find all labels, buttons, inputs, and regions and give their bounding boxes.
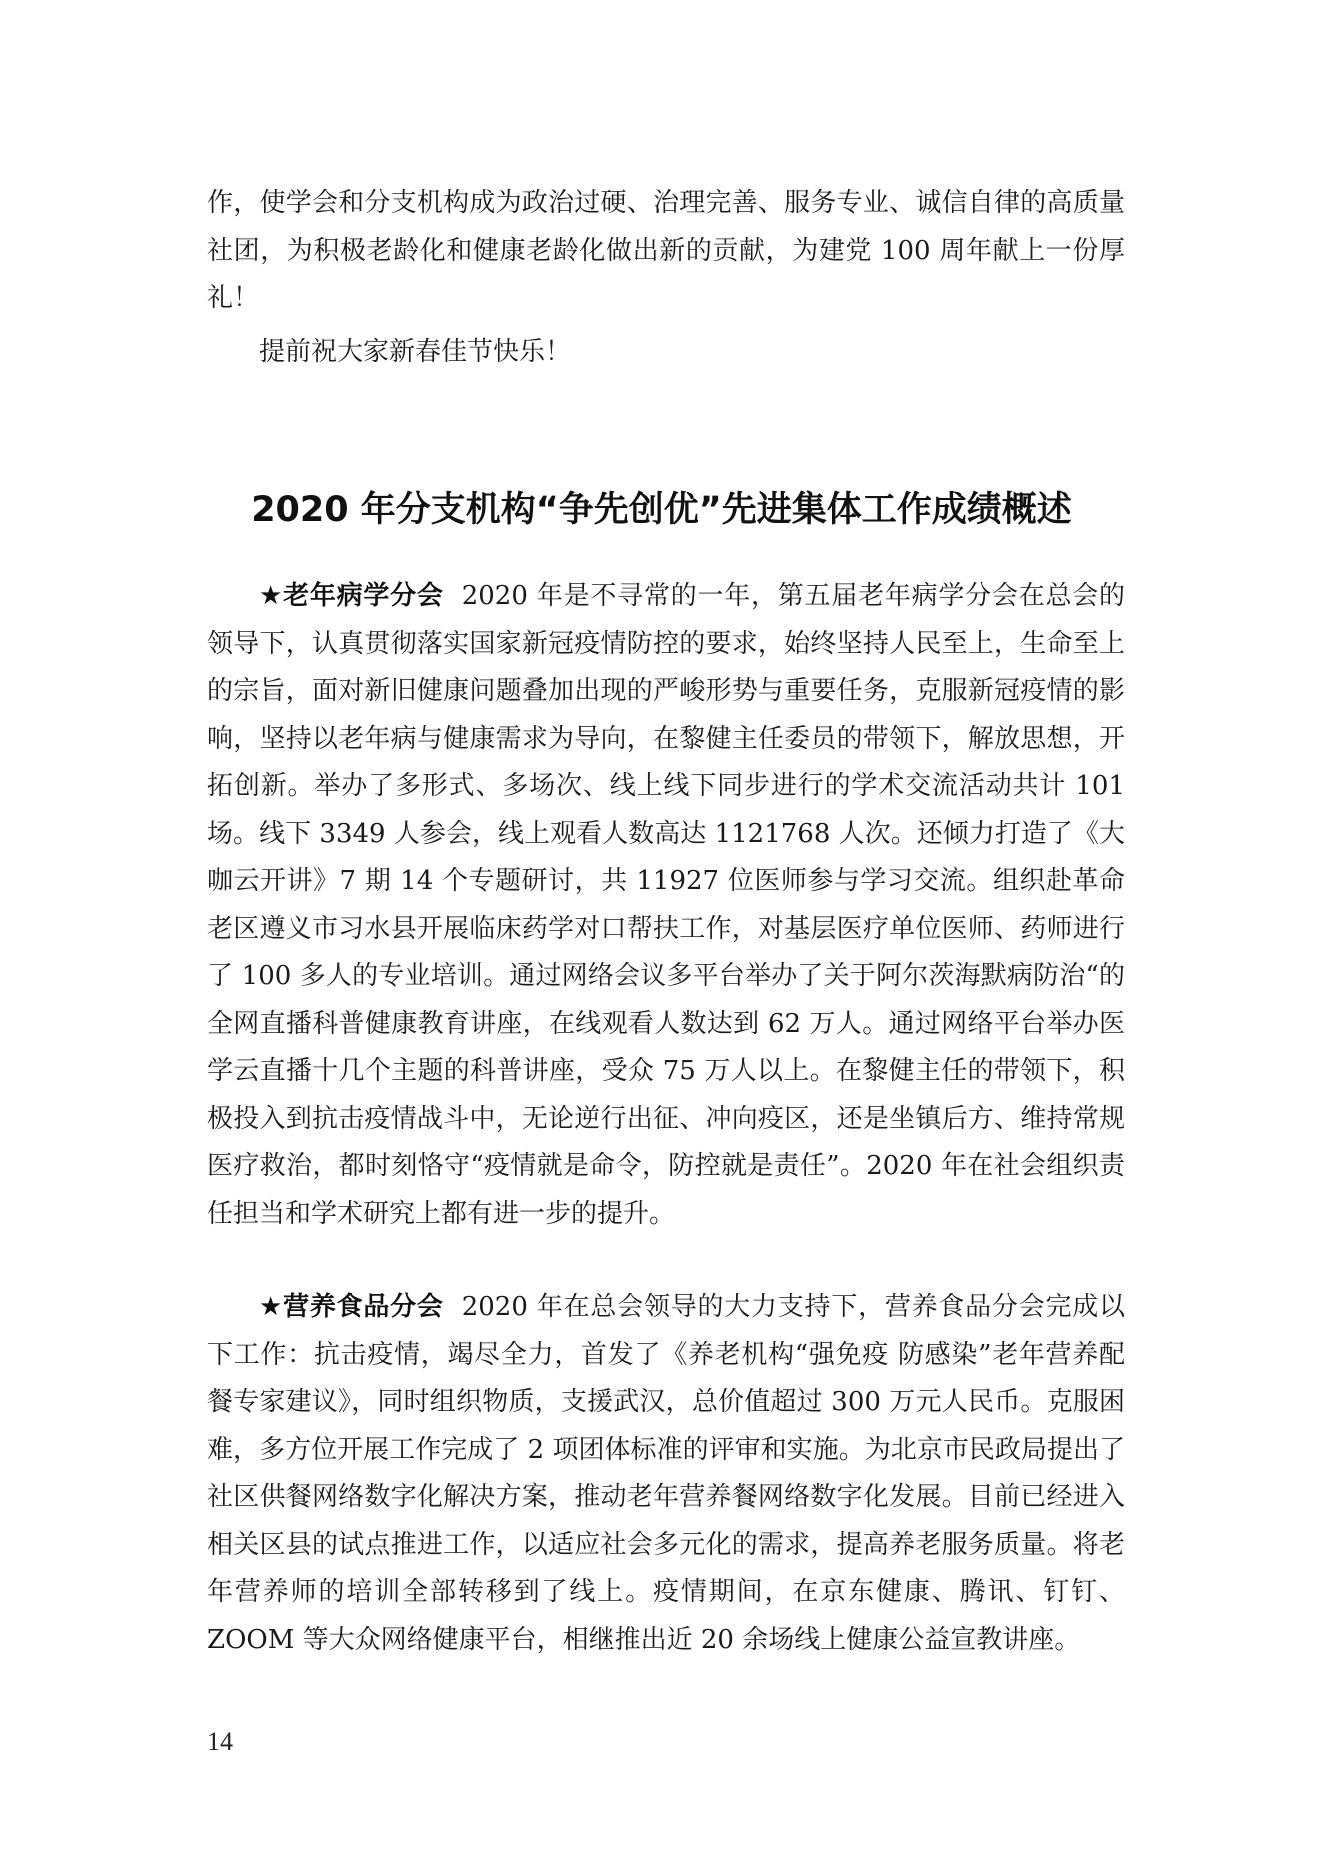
section-heading-label: 营养食品分会 [283,1292,444,1322]
section-heading-label: 老年病学分会 [283,581,444,611]
star-icon: ★ [259,581,284,611]
intro-paragraph: 作，使学会和分支机构成为政治过硬、治理完善、服务专业、诚信自律的高质量社团，为积极老龄化和健康老龄化做出新的贡献，为建党 100 周年献上一份厚礼！ [207,188,1125,313]
section-heading-geriatrics [259,581,444,611]
section-title: 2020 年分支机构“争先创优”先进集体工作成绩概述 [251,490,1072,530]
section-body-text: 2020 年在总会领导的大力支持下，营养食品分会完成以下工作：抗击疫情，竭尽全力，首发了《养老机构“强免疫 防感染”老年营养配餐专家建议》，同时组织物质，支援武汉，总价值超过 300 万元人民币。克服困难，多方位开展工作完成了 2 项团体标准的评审和实施。为北京市民政局提出了社区供餐网络数字化解决方案，推动老年营养餐网络数字化发展。目前已经进入相关区县的试点推进工作，以适应社会多元化的需求，提高养老服务质量。将老年营养师的培训全部转移到了线上。疫情期间，在京东健康、腾讯、钉钉、ZOOM 等大众网络健康平台，相继推出近 20 余场线上健康公益宣教讲座。 [207,1292,1126,1655]
page-number: 14 [207,1727,233,1756]
greeting-paragraph: 提前祝大家新春佳节快乐！ [259,337,572,367]
star-icon: ★ [259,1292,284,1322]
section-heading-nutrition [259,1292,444,1322]
section-body-text: 2020 年是不寻常的一年，第五届老年病学分会在总会的领导下，认真贯彻落实国家新冠疫情防控的要求，始终坚持人民至上，生命至上的宗旨，面对新旧健康问题叠加出现的严峻形势与重要任务，克服新冠疫情的影响，坚持以老年病与健康需求为导向，在黎健主任委员的带领下，解放思想，开拓创新。举办了多形式、多场次、线上线下同步进行的学术交流活动共计 101 场。线下 3349 人参会，线上观看人数高达 1121768 人次。还倾力打造了《大咖云开讲》7 期 14 个专题研讨，共 11927 位医师参与学习交流。组织赴革命老区遵义市习水县开展临床药学对口帮扶工作，对基层医疗单位医师、药师进行了 100 多人的专业培训。通过网络会议多平台举办了关于阿尔茨海默病防治“的全网直播科普健康教育讲座，在线观看人数达到 62 万人。通过网络平台举办医学云直播十几个主题的科普讲座，受众 75 万人以上。在黎健主任的带领下，积极投入到抗击疫情战斗中，无论逆行出征、冲向疫区，还是坐镇后方、维持常规医疗救治，都时刻恪守“疫情就是命令，防控就是责任”。2020 年在社会组织责任担当和学术研究上都有进一步的提升。 [207,581,1125,1229]
section-paragraph-geriatrics [207,573,1125,1238]
section-paragraph-nutrition [207,1284,1125,1664]
